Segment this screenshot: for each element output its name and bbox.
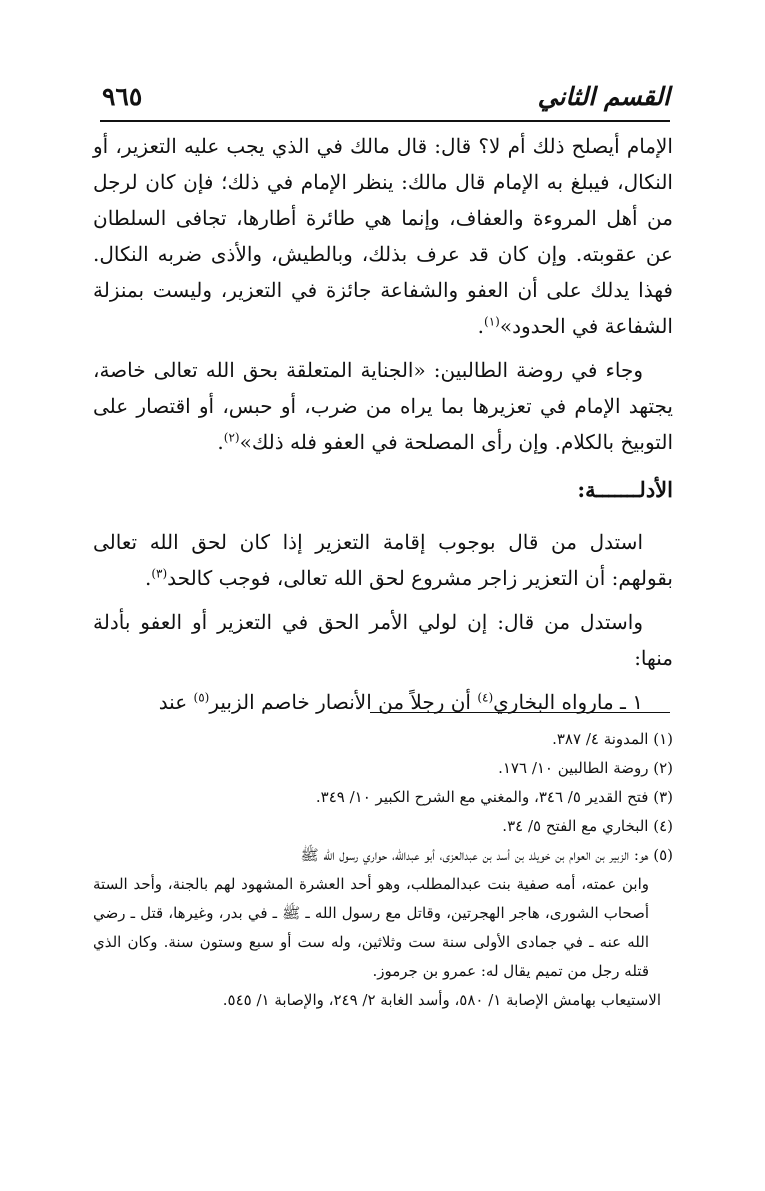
page-number: ٩٦٥ bbox=[102, 82, 143, 111]
section-title: القسم الثاني bbox=[537, 82, 670, 111]
main-text bbox=[93, 128, 673, 728]
paragraph-text: وجاء في روضة الطالبين: «الجناية المتعلقة بحق الله تعالى خاصة، يجتهد الإمام في تعزيرها بما يراه من ضرب، أو حبس، أو اقتصار على التوبيخ بالكلام. وإن رأى المصلحة في العفو فله ذلك» bbox=[93, 358, 673, 454]
footnote-ref-4: (٤) bbox=[477, 690, 494, 705]
paragraph-text: استدل من قال بوجوب إقامة التعزير إذا كان لحق الله تعالى بقولهم: أن التعزير زاجر مشروع لحق الله تعالى، فوجب كالحد bbox=[93, 530, 673, 590]
footnote-3: (٣) فتح القدير ٥/ ٣٤٦، والمغني مع الشرح الكبير ١٠/ ٣٤٩. bbox=[315, 788, 673, 806]
footnote-5: (٥) هو: الزبير بن العوام بن خويلد بن أسد بن عبدالعزى، أبو عبدالله، حواري رسول الله ﷺ bbox=[300, 846, 673, 864]
footnote-ref-3: (٣) bbox=[151, 566, 168, 581]
paragraph-bukhari-narration bbox=[93, 684, 673, 720]
paragraph-text: عند bbox=[158, 690, 194, 714]
footnote-5-sources: الاستيعاب بهامش الإصابة ١/ ٥٨٠، وأسد الغابة ٢/ ٢٤٩، والإصابة ١/ ٥٤٥. bbox=[222, 991, 661, 1009]
paragraph-text: ١ ـ مارواه البخاري bbox=[493, 690, 643, 714]
paragraph-end: . bbox=[217, 430, 224, 454]
page-header bbox=[100, 80, 670, 122]
paragraph-end: . bbox=[477, 314, 484, 338]
footnote-divider bbox=[370, 712, 670, 713]
paragraph-evidence-2: واستدل من قال: إن لولي الأمر الحق في التعزير أو العفو بأدلة منها: bbox=[93, 610, 673, 670]
footnotes bbox=[93, 725, 673, 1015]
paragraph-rawdat-quote bbox=[93, 352, 673, 460]
paragraph-text: أن رجلاً من الأنصار خاصم الزبير bbox=[209, 690, 478, 714]
footnote-2: (٢) روضة الطالبين ١٠/ ١٧٦. bbox=[498, 759, 673, 777]
footnote-5-continued: وابن عمته، أمه صفية بنت عبدالمطلب، وهو أحد العشرة المشهود لهم بالجنة، وأحد الستة أصحاب الشورى، هاجر الهجرتين، وقاتل مع رسول الله ـ ﷺ ـ في بدر، وغيرها، قتل ـ رضي الله عنه ـ في جمادى الأولى سنة ست وثلاثين، وله ست أو سبع وستون سنة. وكان الذي قتله رجل من تميم يقال له: عمرو بن جرموز. bbox=[93, 875, 649, 980]
footnote-4: (٤) البخاري مع الفتح ٥/ ٣٤. bbox=[502, 817, 673, 835]
footnote-1: (١) المدونة ٤/ ٣٨٧. bbox=[552, 730, 673, 748]
section-heading-evidence: الأدلـــــــة: bbox=[577, 477, 673, 502]
paragraph-mudawwana-quote bbox=[93, 128, 673, 344]
paragraph-end: . bbox=[144, 566, 152, 590]
paragraph-text: الإمام أيصلح ذلك أم لا؟ قال: قال مالك في الذي يجب عليه التعزير، أو النكال، فيبلغ به الإمام قال مالك: ينظر الإمام في ذلك؛ فإن كان لرجل من أهل المروءة والعفاف، وإنما هي طائرة أطارها، تجافى السلطان عن عقوبته. وإن كان قد عرف بذلك، وبالطيش، والأذى ضربه النكال. فهذا يدلك على أن العفو والشفاعة جائزة في التعزير، وليست بمنزلة الشفاعة في الحدود» bbox=[93, 134, 673, 338]
footnote-ref-1: (١) bbox=[484, 314, 500, 329]
paragraph-evidence-1 bbox=[93, 524, 673, 596]
footnote-ref-5: (٥) bbox=[193, 690, 210, 705]
footnote-ref-2: (٢) bbox=[223, 430, 240, 445]
